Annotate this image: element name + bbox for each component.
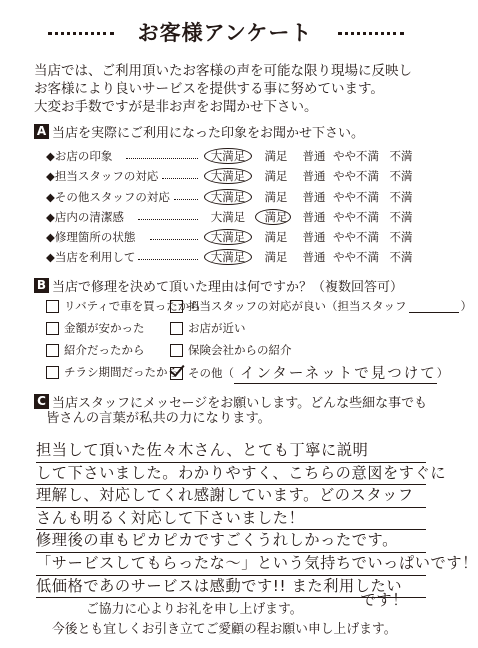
section-c-title: 当店スタッフにメッセージをお願いします。どんな些細な事でも: [52, 396, 428, 411]
rating-option[interactable]: 大満足: [210, 149, 246, 163]
rating-option[interactable]: 満足: [264, 189, 288, 204]
rating-row: [46, 187, 416, 207]
rating-row-label: ◆当店を利用して: [46, 250, 136, 265]
intro-line: お客様により良いサービスを提供する事に努めています。: [34, 81, 384, 97]
rating-option[interactable]: 不満: [389, 209, 413, 224]
reason-label: 保険会社からの紹介: [188, 343, 292, 357]
rating-option[interactable]: やや不満: [333, 169, 379, 184]
rating-option[interactable]: 大満足: [210, 169, 246, 184]
rating-option[interactable]: 普通: [302, 250, 326, 265]
checkbox[interactable]: [170, 300, 183, 313]
rating-option[interactable]: 普通: [302, 230, 326, 245]
leader-dots: [162, 178, 198, 179]
rating-row-label: ◆お店の印象: [46, 149, 113, 163]
reason-label: リバティで車を買ったから: [64, 299, 201, 313]
rating-option[interactable]: やや不満: [333, 209, 379, 224]
rating-option[interactable]: 満足: [264, 250, 288, 265]
rating-option[interactable]: やや不満: [333, 250, 379, 265]
checkbox-checked[interactable]: [170, 367, 183, 380]
title-row: [0, 18, 450, 48]
other-reason-handwritten: インターネットで見つけて: [240, 366, 437, 382]
checkbox[interactable]: [46, 344, 59, 357]
leader-dots: [174, 199, 198, 200]
checkbox[interactable]: [46, 322, 59, 335]
rating-row: [46, 207, 416, 227]
title-dashes-right: [338, 32, 404, 35]
message-line: さんも明るく対応して下さいました！: [36, 508, 426, 531]
reason-label: 金額が安かった: [64, 321, 145, 335]
rating-option[interactable]: 不満: [389, 169, 413, 184]
rating-row: [46, 247, 416, 267]
section-a-title: 当店を実際にご利用になった印象をお聞かせ下さい。: [52, 126, 365, 141]
message-line: 理解し、対応してくれ感謝しています。どのスタッフ: [36, 485, 426, 508]
rating-option[interactable]: やや不満: [333, 230, 379, 245]
rating-option[interactable]: 大満足: [210, 209, 246, 224]
reason-item[interactable]: [170, 298, 472, 314]
reason-suffix: ）: [436, 366, 449, 380]
footer-line: 今後とも宜しくお引き立てご愛顧の程お願い申し上げます。: [52, 622, 397, 637]
rating-option[interactable]: 満足: [264, 169, 288, 184]
rating-option[interactable]: 普通: [302, 209, 326, 224]
section-b-title: 当店で修理を決めて頂いた理由は何ですか？（複数回答可）: [52, 280, 404, 295]
message-line: して下さいました。わかりやすく、こちらの意図をすぐに: [36, 463, 426, 486]
rating-row: [46, 227, 416, 247]
rating-row-label: ◆店内の清潔感: [46, 209, 124, 224]
leader-dots: [126, 158, 198, 159]
section-c-heading: [34, 392, 427, 411]
rating-option[interactable]: やや不満: [333, 149, 379, 163]
reason-item[interactable]: [46, 364, 179, 380]
page-title: お客様アンケート: [137, 21, 313, 45]
reason-label: 担当スタッフの対応が良い（担当スタッフ: [188, 299, 407, 313]
footer-line: ご協力に心よりお礼を申し上げます。: [86, 602, 303, 617]
reason-item[interactable]: [170, 342, 292, 358]
reason-item-other[interactable]: [170, 362, 448, 384]
reason-item[interactable]: [170, 320, 246, 336]
rating-option[interactable]: 大満足: [210, 189, 246, 204]
reason-label: お店が近い: [188, 321, 246, 335]
rating-row: [46, 166, 416, 186]
rating-option[interactable]: 満足: [264, 209, 288, 224]
rating-option[interactable]: 不満: [389, 149, 413, 163]
section-c-subtitle: 皆さんの言葉が私共の力になります。: [46, 411, 271, 426]
checkbox[interactable]: [170, 322, 183, 335]
message-line: 低価格であのサービスは感動です!! また利用したい: [36, 576, 426, 599]
rating-row-label: ◆その他スタッフの対応: [46, 189, 170, 204]
rating-option[interactable]: 普通: [302, 169, 326, 184]
rating-option[interactable]: 大満足: [210, 250, 246, 265]
leader-dots: [138, 259, 198, 260]
leader-dots: [138, 219, 198, 220]
rating-row: [46, 146, 416, 166]
rating-row-label: ◆担当スタッフの対応: [46, 169, 159, 184]
staff-name-blank[interactable]: [409, 300, 459, 313]
footer: [0, 600, 450, 640]
rating-option[interactable]: やや不満: [333, 189, 379, 204]
checkbox[interactable]: [46, 300, 59, 313]
reason-label: チラシ期間だったから: [64, 365, 179, 379]
message-line: 「サービスしてもらったな～」という気持ちでいっぱいです！: [36, 553, 426, 576]
impression-rating-list: [46, 146, 416, 268]
rating-option[interactable]: 不満: [389, 250, 413, 265]
section-a-heading: [34, 122, 364, 141]
reason-item[interactable]: [46, 342, 145, 358]
intro-line: 大変お手数ですが是非お声をお聞かせ下さい。: [34, 99, 318, 115]
rating-option[interactable]: 不満: [389, 230, 413, 245]
checkbox[interactable]: [170, 344, 183, 357]
handwritten-message[interactable]: [36, 440, 478, 609]
rating-option[interactable]: 大満足: [210, 230, 246, 245]
reason-suffix: ）: [460, 299, 472, 313]
reason-label: 紹介だったから: [64, 343, 145, 357]
leader-dots: [150, 239, 198, 240]
message-line: 担当して頂いた佐々木さん、とても丁寧に説明: [36, 440, 426, 463]
reason-item[interactable]: [46, 320, 145, 336]
checkbox[interactable]: [46, 366, 59, 379]
intro-text: [34, 62, 434, 116]
intro-line: 当店では、ご利用頂いたお客様の声を可能な限り現場に反映し: [34, 63, 412, 79]
check-mark-icon: [169, 361, 184, 377]
section-c-letter: C: [34, 394, 49, 409]
reason-label: その他（: [188, 366, 234, 380]
rating-row-label: ◆修理箇所の状態: [46, 230, 136, 245]
rating-option[interactable]: 満足: [264, 230, 288, 245]
message-line-end: です！: [360, 591, 408, 609]
section-a-letter: A: [34, 124, 49, 139]
rating-option[interactable]: 満足: [264, 149, 288, 163]
section-b-letter: B: [34, 278, 49, 293]
rating-option[interactable]: 普通: [302, 149, 326, 163]
rating-option[interactable]: 不満: [389, 189, 413, 204]
rating-option[interactable]: 普通: [302, 189, 326, 204]
section-b-heading: [34, 276, 403, 295]
message-line: 修理後の車もピカピカですごくうれしかったです。: [36, 530, 426, 553]
